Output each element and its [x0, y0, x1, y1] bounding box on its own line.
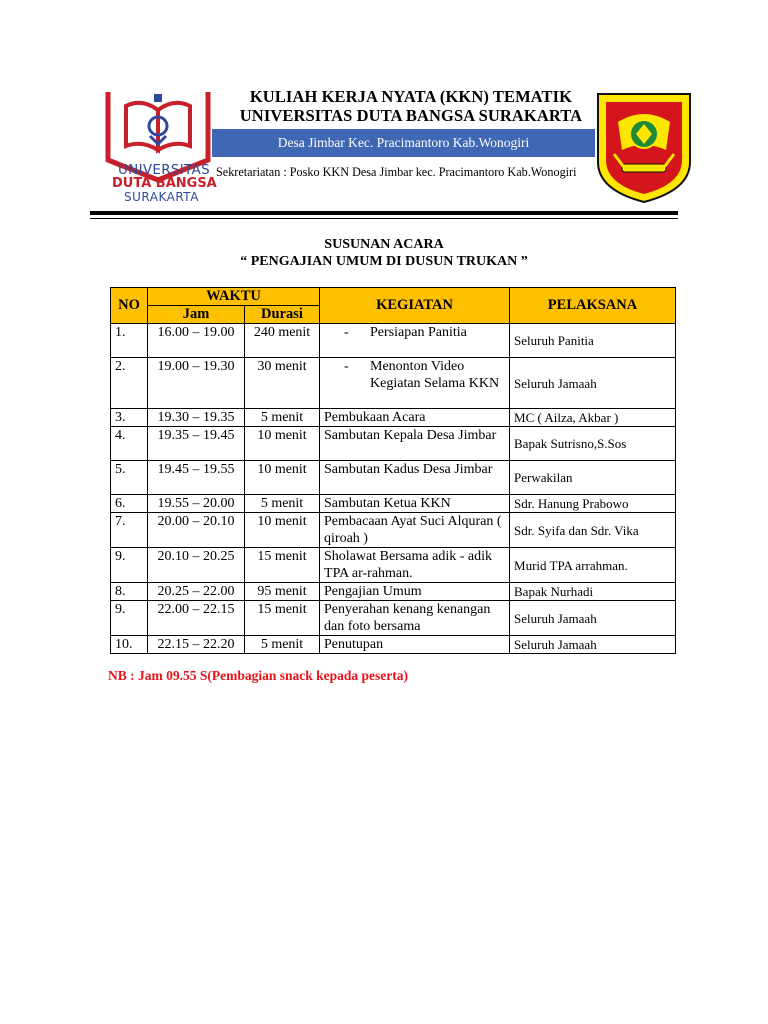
- regency-shield-icon: [596, 92, 692, 204]
- cell-durasi: 240 menit: [245, 324, 320, 358]
- cell-no: 2.: [111, 358, 148, 409]
- cell-jam: 19.00 – 19.30: [148, 358, 245, 409]
- header-title-line1: KULIAH KERJA NYATA (KKN) TEMATIK: [249, 87, 573, 106]
- cell-durasi: 10 menit: [245, 461, 320, 495]
- cell-pelaksana: Bapak Nurhadi: [510, 583, 676, 601]
- cell-kegiatan: Penyerahan kenang kenangan dan foto bersama: [320, 601, 510, 636]
- cell-durasi: 5 menit: [245, 495, 320, 513]
- bullet-dash: -: [344, 359, 349, 374]
- cell-jam: 19.55 – 20.00: [148, 495, 245, 513]
- cell-jam: 20.25 – 22.00: [148, 583, 245, 601]
- cell-jam: 16.00 – 19.00: [148, 324, 245, 358]
- logo-text-duta-bangsa: DUTA BANGSA: [112, 176, 217, 191]
- cell-pelaksana: Perwakilan: [510, 461, 676, 495]
- header-divider-thin: [90, 218, 678, 219]
- table-row: [111, 583, 676, 601]
- table-row: [111, 324, 676, 358]
- cell-no: 4.: [111, 427, 148, 461]
- cell-kegiatan: Sambutan Kepala Desa Jimbar: [320, 427, 510, 461]
- cell-durasi: 15 menit: [245, 601, 320, 636]
- table-row: [111, 427, 676, 461]
- logo-text-surakarta: SURAKARTA: [124, 190, 199, 204]
- kegiatan-text: Persiapan Panitia: [370, 325, 467, 340]
- cell-kegiatan: [320, 324, 510, 358]
- schedule-table: [110, 287, 676, 654]
- bullet-dash: -: [344, 325, 349, 340]
- cell-no: 6.: [111, 495, 148, 513]
- cell-pelaksana: Seluruh Panitia: [510, 324, 676, 358]
- cell-kegiatan: Sholawat Bersama adik - adik TPA ar-rahman.: [320, 548, 510, 583]
- cell-jam: 22.15 – 22.20: [148, 636, 245, 654]
- cell-pelaksana: Seluruh Jamaah: [510, 636, 676, 654]
- cell-durasi: 5 menit: [245, 636, 320, 654]
- cell-no: 10.: [111, 636, 148, 654]
- cell-pelaksana: Seluruh Jamaah: [510, 601, 676, 636]
- header-title-line2: UNIVERSITAS DUTA BANGSA SURAKARTA: [239, 106, 583, 125]
- cell-no: 1.: [111, 324, 148, 358]
- footnote: NB : Jam 09.55 S(Pembagian snack kepada peserta): [108, 668, 409, 683]
- header-no: NO: [111, 288, 148, 324]
- cell-kegiatan: Pembukaan Acara: [320, 409, 510, 427]
- table-row: [111, 409, 676, 427]
- table-row: [111, 548, 676, 583]
- cell-no: 7.: [111, 513, 148, 548]
- table-row: [111, 513, 676, 548]
- logo-text-universitas: UNIVERSITAS: [118, 162, 210, 178]
- document-subtitle: “ PENGAJIAN UMUM DI DUSUN TRUKAN ”: [240, 254, 528, 269]
- header-jam: Jam: [148, 306, 245, 324]
- cell-pelaksana: Bapak Sutrisno,S.Sos: [510, 427, 676, 461]
- cell-pelaksana: Sdr. Syifa dan Sdr. Vika: [510, 513, 676, 548]
- header-divider-thick: [90, 211, 678, 215]
- kegiatan-text: Menonton Video Kegiatan Selama KKN: [370, 359, 500, 391]
- cell-jam: 19.45 – 19.55: [148, 461, 245, 495]
- cell-jam: 20.10 – 20.25: [148, 548, 245, 583]
- cell-kegiatan: Penutupan: [320, 636, 510, 654]
- table-row: [111, 636, 676, 654]
- cell-durasi: 10 menit: [245, 427, 320, 461]
- cell-durasi: 95 menit: [245, 583, 320, 601]
- table-row: [111, 495, 676, 513]
- cell-jam: 22.00 – 22.15: [148, 601, 245, 636]
- table-row: [111, 461, 676, 495]
- cell-jam: 20.00 – 20.10: [148, 513, 245, 548]
- header-durasi: Durasi: [245, 306, 320, 324]
- cell-kegiatan: Pengajian Umum: [320, 583, 510, 601]
- universitas-duta-bangsa-logo: [104, 88, 217, 206]
- table-row: [111, 601, 676, 636]
- wonogiri-regency-emblem: [596, 92, 692, 204]
- cell-kegiatan: [320, 358, 510, 409]
- cell-no: 9.: [111, 548, 148, 583]
- table-row: [111, 358, 676, 409]
- cell-durasi: 30 menit: [245, 358, 320, 409]
- cell-no: 5.: [111, 461, 148, 495]
- cell-no: 8.: [111, 583, 148, 601]
- cell-pelaksana: Seluruh Jamaah: [510, 358, 676, 409]
- cell-jam: 19.30 – 19.35: [148, 409, 245, 427]
- cell-durasi: 10 menit: [245, 513, 320, 548]
- header-waktu: WAKTU: [148, 288, 320, 306]
- secretariat-address: Sekretariatan : Posko KKN Desa Jimbar kec. Pracimantoro Kab.Wonogiri: [216, 165, 577, 179]
- cell-kegiatan: Sambutan Ketua KKN: [320, 495, 510, 513]
- location-bar: Desa Jimbar Kec. Pracimantoro Kab.Wonogiri: [212, 129, 595, 157]
- cell-durasi: 5 menit: [245, 409, 320, 427]
- cell-jam: 19.35 – 19.45: [148, 427, 245, 461]
- cell-kegiatan: Pembacaan Ayat Suci Alquran ( qiroah ): [320, 513, 510, 548]
- header-pelaksana: PELAKSANA: [510, 288, 676, 324]
- cell-no: 9.: [111, 601, 148, 636]
- document-title: SUSUNAN ACARA: [324, 237, 444, 252]
- header-kegiatan: KEGIATAN: [320, 288, 510, 324]
- cell-no: 3.: [111, 409, 148, 427]
- cell-pelaksana: Murid TPA arrahman.: [510, 548, 676, 583]
- cell-durasi: 15 menit: [245, 548, 320, 583]
- cell-pelaksana: Sdr. Hanung Prabowo: [510, 495, 676, 513]
- cell-pelaksana: MC ( Ailza, Akbar ): [510, 409, 676, 427]
- cell-kegiatan: Sambutan Kadus Desa Jimbar: [320, 461, 510, 495]
